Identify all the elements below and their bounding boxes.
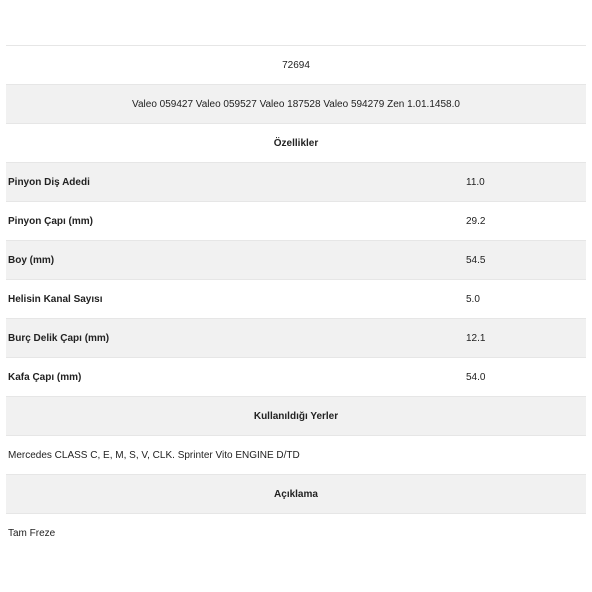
- product-code-row: [6, 45, 586, 84]
- property-row-bushing-hole: [6, 318, 586, 357]
- property-label: Boy (mm): [8, 254, 55, 266]
- usage-row: [6, 435, 586, 474]
- property-label: Kafa Çapı (mm): [8, 371, 82, 383]
- usage-header-row: [6, 396, 586, 435]
- description-text: Tam Freze: [8, 527, 56, 539]
- property-value: 11.0: [466, 176, 485, 188]
- property-label: Burç Delik Çapı (mm): [8, 332, 110, 344]
- features-header: Özellikler: [273, 137, 319, 149]
- property-label: Pinyon Çapı (mm): [8, 215, 94, 227]
- product-details-table: [6, 45, 586, 552]
- usage-header: Kullanıldığı Yerler: [253, 410, 339, 422]
- property-value: 5.0: [466, 293, 480, 305]
- features-header-row: [6, 123, 586, 162]
- description-header: Açıklama: [274, 488, 318, 500]
- cross-references-row: [6, 84, 586, 123]
- description-header-row: [6, 474, 586, 513]
- description-row: [6, 513, 586, 552]
- property-value: 12.1: [466, 332, 486, 344]
- property-row-pinion-diameter: [6, 201, 586, 240]
- property-value: 54.0: [466, 371, 486, 383]
- property-row-helix-channels: [6, 279, 586, 318]
- property-value: 54.5: [466, 254, 486, 266]
- usage-text: Mercedes CLASS C, E, M, S, V, CLK. Sprinter Vito ENGINE D/TD: [8, 449, 300, 461]
- property-row-head-diameter: [6, 357, 586, 396]
- property-value: 29.2: [466, 215, 486, 227]
- product-code: 72694: [282, 59, 310, 71]
- property-row-pinion-teeth: [6, 162, 586, 201]
- property-label: Helisin Kanal Sayısı: [8, 293, 103, 305]
- cross-references: Valeo 059427 Valeo 059527 Valeo 187528 Valeo 594279 Zen 1.01.1458.0: [132, 98, 460, 110]
- property-label: Pinyon Diş Adedi: [8, 176, 90, 188]
- property-row-length: [6, 240, 586, 279]
